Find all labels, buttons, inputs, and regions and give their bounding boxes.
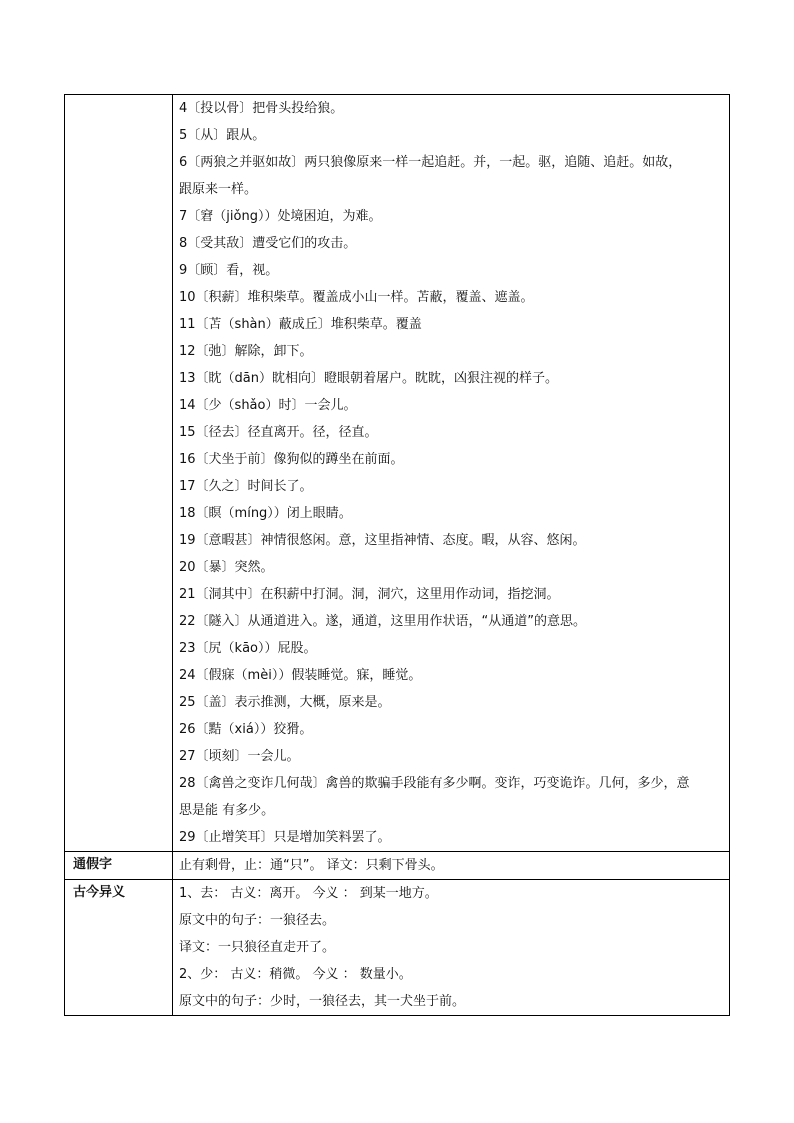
note-item-18: 18〔瞑（míng））闭上眼睛。	[179, 506, 352, 521]
note-item-28-line2: 思是能 有多少。	[179, 803, 275, 818]
gujin-line-4: 2、少： 古义：稍微。 今义 ： 数量小。	[179, 967, 412, 982]
note-item-28-line1: 28〔禽兽之变诈几何哉〕禽兽的欺骗手段能有多少啊。变诈，巧变诡诈。几何，多少，意	[179, 776, 690, 791]
gujin-row	[65, 880, 730, 1016]
gujin-line-2: 原文中的句子：一狼径去。	[179, 913, 336, 928]
tongjiazi-content-cell	[173, 852, 730, 880]
notes-row	[65, 95, 730, 852]
note-item-10: 10〔积薪〕堆积柴草。覆盖成小山一样。苫蔽，覆盖、遮盖。	[179, 290, 534, 305]
gujin-line-5: 原文中的句子：少时，一狼径去，其一犬坐于前。	[179, 994, 466, 1009]
note-item-12: 12〔弛〕解除，卸下。	[179, 344, 313, 359]
note-item-24: 24〔假寐（mèi））假装睡觉。寐，睡觉。	[179, 668, 422, 683]
gujin-line-3: 译文：一只狼径直走开了。	[179, 940, 336, 955]
note-item-27: 27〔顷刻〕一会儿。	[179, 749, 300, 764]
note-item-22: 22〔隧入〕从通道进入。遂，通道，这里用作状语，“从通道”的意思。	[179, 614, 587, 629]
note-item-20: 20〔暴〕突然。	[179, 560, 274, 575]
note-item-14: 14〔少（shǎo）时〕一会儿。	[179, 398, 357, 413]
note-item-16: 16〔犬坐于前〕像狗似的蹲坐在前面。	[179, 452, 404, 467]
gujin-line-1: 1、去： 古义：离开。 今义 ： 到某一地方。	[179, 886, 438, 901]
note-item-17: 17〔久之〕时间长了。	[179, 479, 313, 494]
notes-label-cell	[65, 95, 173, 852]
note-item-26: 26〔黠（xiá））狡猾。	[179, 722, 313, 737]
notes-content-cell	[173, 95, 730, 852]
note-item-21: 21〔洞其中〕在积薪中打洞。洞，洞穴，这里用作动词，指挖洞。	[179, 587, 560, 602]
tongjiazi-row	[65, 852, 730, 880]
note-item-7: 7〔窘（jiǒng））处境困迫，为难。	[179, 209, 382, 224]
note-item-29: 29〔止增笑耳〕只是增加笑料罢了。	[179, 830, 391, 845]
note-item-6-line2: 跟原来一样。	[179, 182, 258, 197]
notes-table	[64, 94, 730, 1016]
note-item-13: 13〔眈（dān）眈相向〕瞪眼朝着屠户。眈眈，凶狠注视的样子。	[179, 371, 558, 386]
note-item-5: 5〔从〕跟从。	[179, 128, 266, 143]
tongjiazi-label: 通假字	[73, 857, 113, 872]
note-item-9: 9〔顾〕看，视。	[179, 263, 279, 278]
gujin-label: 古今异义	[73, 885, 126, 900]
note-item-15: 15〔径去〕径直离开。径，径直。	[179, 425, 378, 440]
note-item-6-line1: 6〔两狼之并驱如故〕两只狼像原来一样一起追赶。并，一起。驱，追随、追赶。如故，	[179, 155, 682, 170]
gujin-content-cell	[173, 880, 730, 1016]
tongjiazi-text: 止有剩骨，止：通“只”。 译文：只剩下骨头。	[179, 858, 444, 873]
note-item-11: 11〔苫（shàn）蔽成丘〕堆积柴草。覆盖	[179, 317, 422, 332]
note-item-25: 25〔盖〕表示推测，大概，原来是。	[179, 695, 391, 710]
note-item-23: 23〔尻（kāo））屁股。	[179, 641, 317, 656]
note-item-8: 8〔受其敌〕遭受它们的攻击。	[179, 236, 357, 251]
gujin-label-cell	[65, 880, 173, 1016]
tongjiazi-label-cell	[65, 852, 173, 880]
note-item-19: 19〔意暇甚〕神情很悠闲。意，这里指神情、态度。暇，从容、悠闲。	[179, 533, 586, 548]
note-item-4: 4〔投以骨〕把骨头投给狼。	[179, 101, 344, 116]
